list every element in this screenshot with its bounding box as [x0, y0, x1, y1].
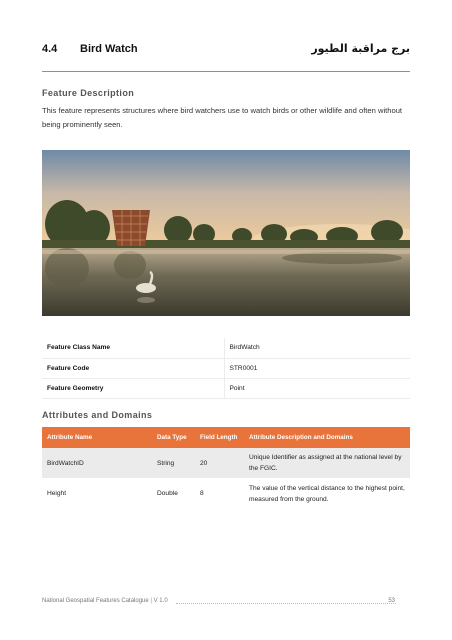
- property-value: STR0001: [224, 358, 410, 378]
- property-key: Feature Code: [42, 358, 224, 378]
- tower-shape: [112, 210, 150, 246]
- header-divider: [42, 71, 410, 72]
- attribute-description: The value of the vertical distance to the highest point, measured from the ground.: [244, 478, 410, 509]
- attribute-length: 8: [195, 478, 244, 509]
- property-value: BirdWatch: [224, 338, 410, 358]
- page-footer: [42, 598, 410, 608]
- feature-properties-table: [42, 338, 410, 399]
- attribute-name: BirdWatchID: [42, 448, 152, 478]
- column-header: Attribute Name: [42, 427, 152, 448]
- property-key: Feature Class Name: [42, 338, 224, 358]
- table-row: [42, 358, 410, 378]
- column-header: Attribute Description and Domains: [244, 427, 410, 448]
- table-row: [42, 378, 410, 398]
- footer-separator: |: [150, 598, 152, 604]
- property-key: Feature Geometry: [42, 378, 224, 398]
- section-title: Bird Watch: [80, 43, 138, 55]
- attribute-description: Unique Identifier as assigned at the national level by the FGIC.: [244, 448, 410, 478]
- table-header-row: [42, 427, 410, 448]
- attributes-heading: Attributes and Domains: [42, 410, 153, 420]
- footer-catalogue-name: National Geospatial Features Catalogue: [42, 598, 149, 604]
- feature-description-text: This feature represents structures where bird watchers use to watch birds or other wildlife and often without being prominently seen.: [42, 106, 403, 129]
- property-value: Point: [224, 378, 410, 398]
- section-title-arabic: برج مراقبة الطيور: [311, 42, 410, 55]
- section-number: 4.4: [42, 43, 58, 55]
- column-header: Field Length: [195, 427, 244, 448]
- table-row: [42, 448, 410, 478]
- attribute-length: 20: [195, 448, 244, 478]
- page-number: 53: [388, 598, 395, 604]
- feature-description-heading: Feature Description: [42, 88, 135, 98]
- column-header: Data Type: [152, 427, 195, 448]
- attribute-type: Double: [152, 478, 195, 509]
- table-row: [42, 338, 410, 358]
- attributes-table: [42, 427, 410, 509]
- section-header: [42, 43, 410, 59]
- footer-dot-leader: [176, 603, 396, 604]
- footer-version: V 1.0: [153, 598, 168, 604]
- attribute-name: Height: [42, 478, 152, 509]
- bird-watch-photo: [42, 150, 410, 316]
- footer-text: [42, 598, 168, 604]
- table-row: [42, 478, 410, 509]
- attribute-type: String: [152, 448, 195, 478]
